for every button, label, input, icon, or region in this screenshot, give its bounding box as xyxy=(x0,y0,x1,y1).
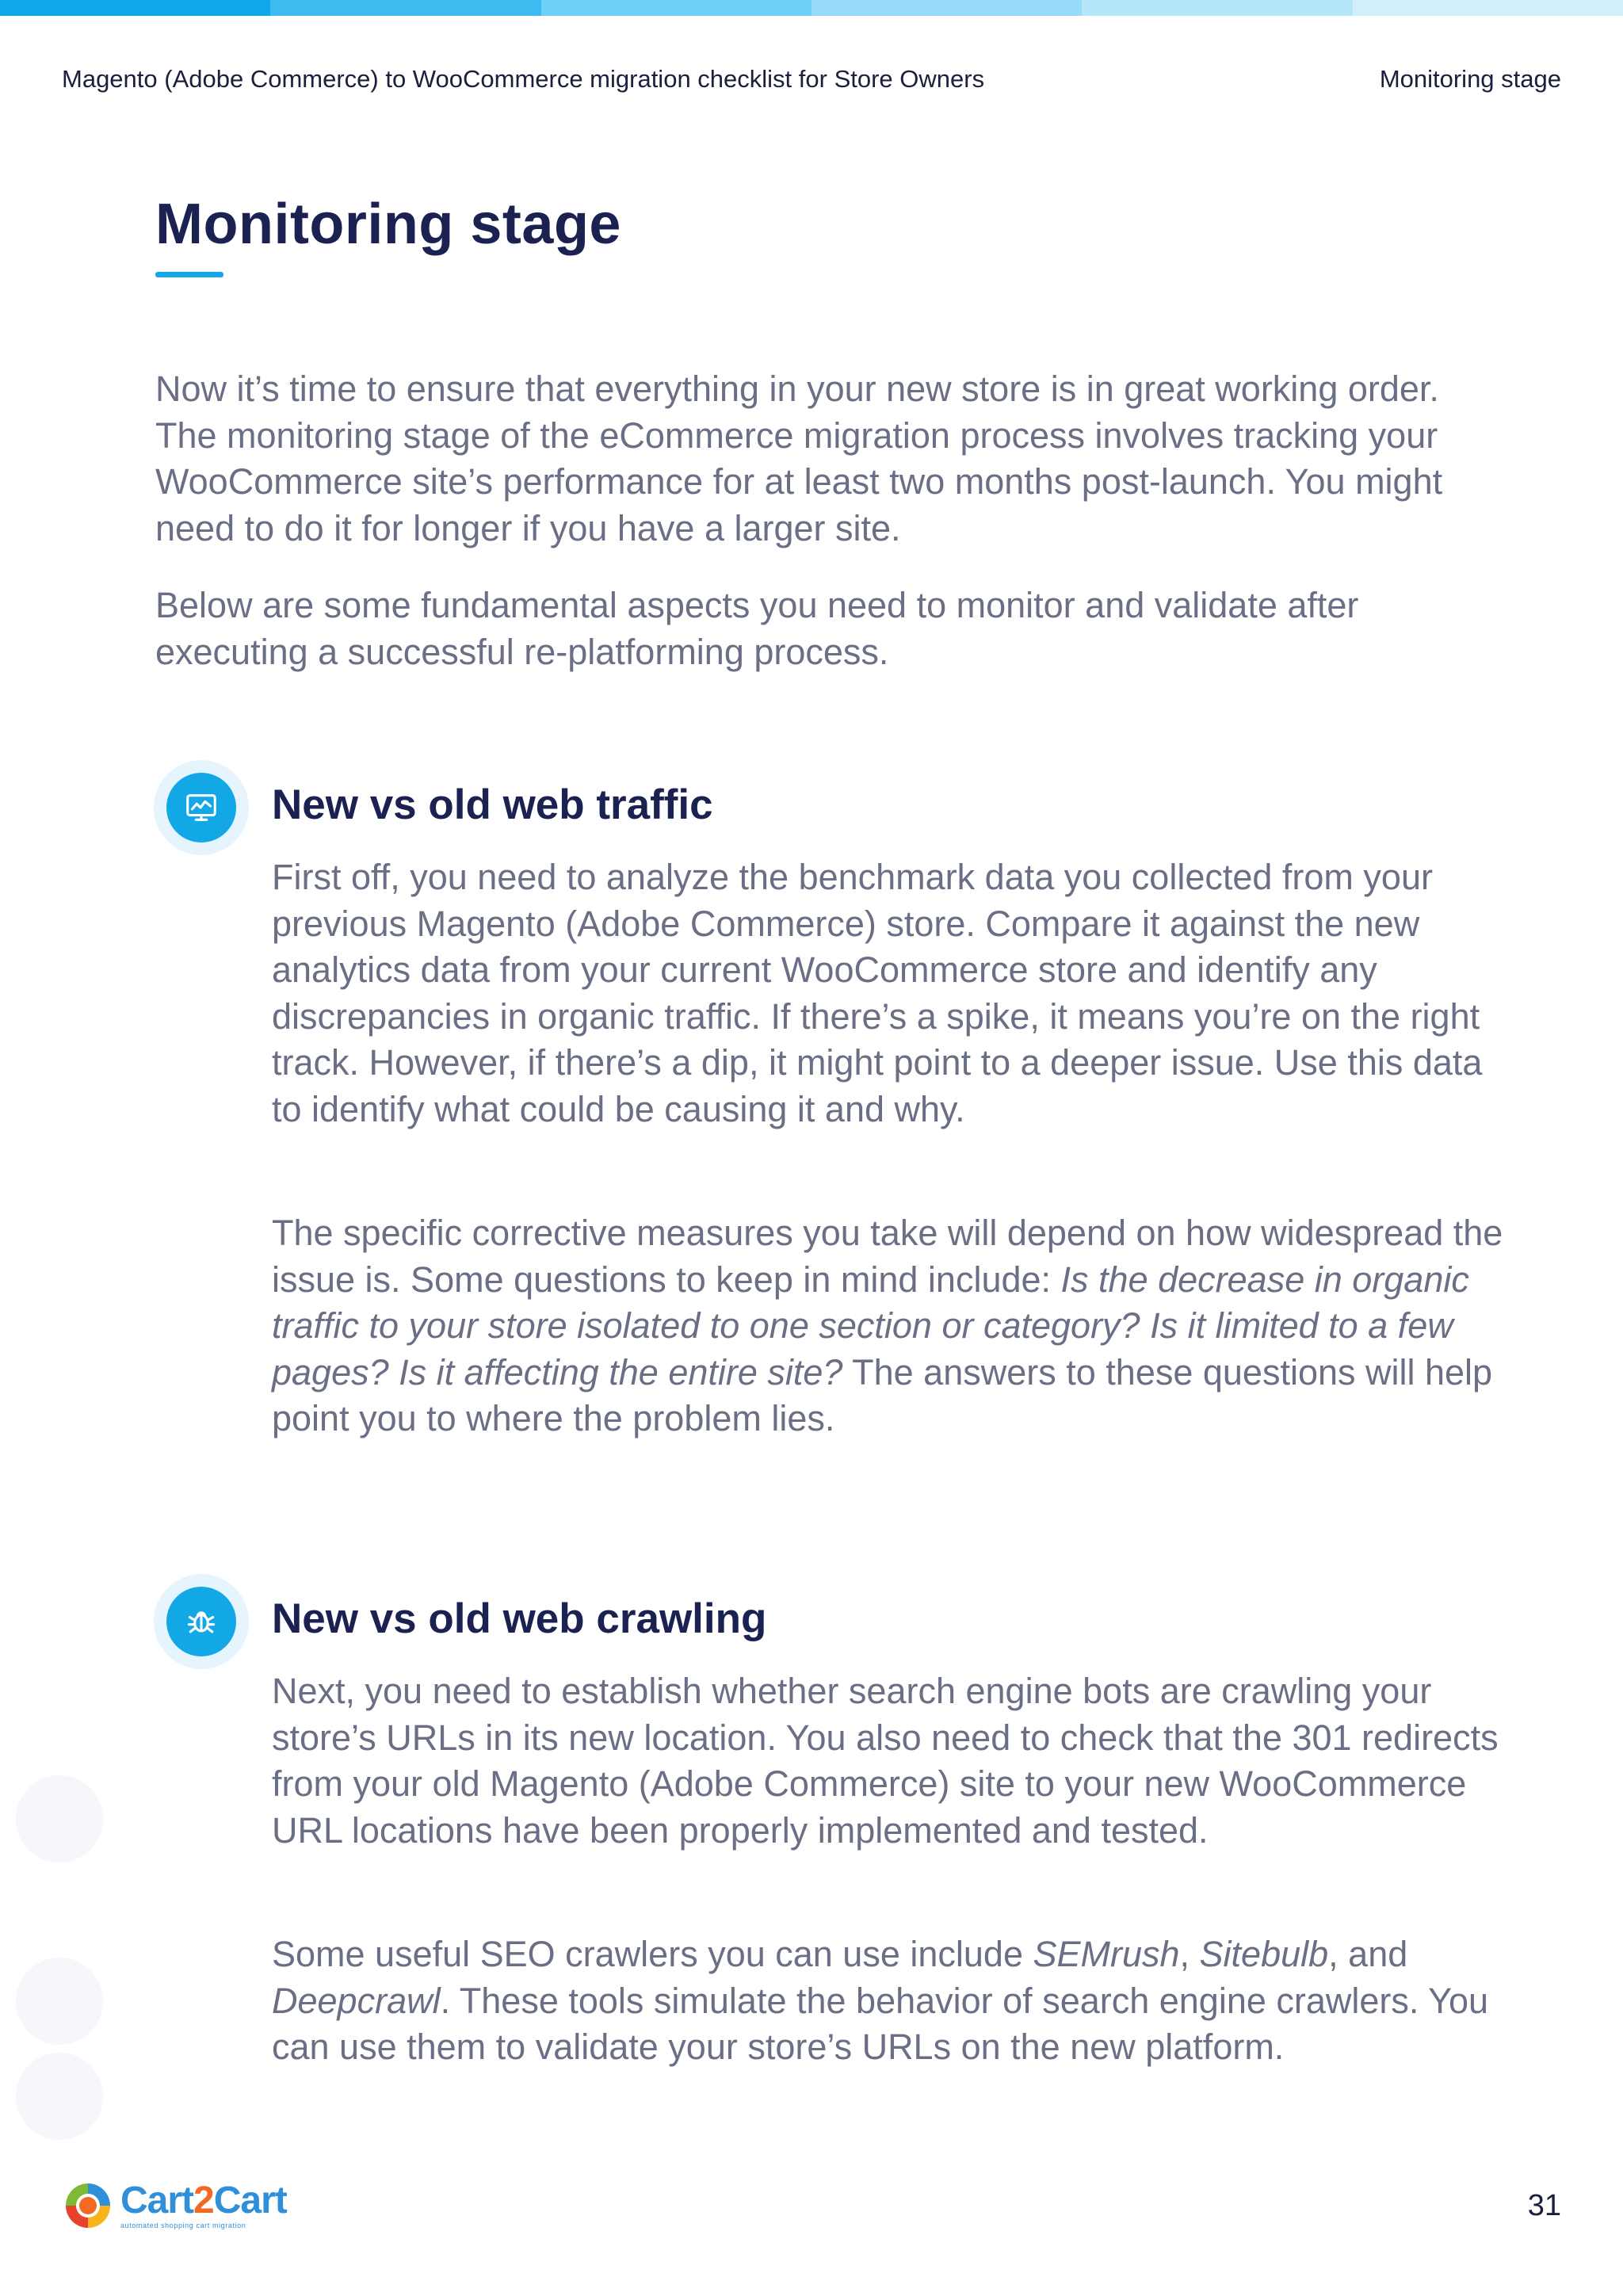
tool-separator: , xyxy=(1179,1934,1200,1974)
top-bar-segment xyxy=(0,0,270,16)
section-title-crawling: New vs old web crawling xyxy=(272,1595,767,1642)
traffic-paragraph-2 xyxy=(272,1210,1508,1442)
top-bar-segment xyxy=(541,0,812,16)
crawling-paragraph-2-lead: Some useful SEO crawlers you can use include xyxy=(272,1934,1033,1974)
tool-separator: , and xyxy=(1328,1934,1408,1974)
running-header-section: Monitoring stage xyxy=(1379,65,1561,93)
bug-crawler-icon xyxy=(184,1604,219,1639)
top-color-bar xyxy=(0,0,1623,16)
decorative-circle xyxy=(16,1775,103,1862)
intro-paragraph-2: Below are some fundamental aspects you need to monitor and validate after executing a successful re-platforming process. xyxy=(155,585,1359,672)
top-bar-segment xyxy=(270,0,540,16)
section-icon-crawling xyxy=(154,1574,249,1669)
traffic-paragraph-2-lead: The specific corrective measures you take will depend on how widespread the issue is. Some questions to keep in mind include: xyxy=(272,1213,1503,1300)
intro-paragraph-1: Now it’s time to ensure that everything in your new store is in great working order. The monitoring stage of the eCommerce migration process involves tracking your WooCommerce site’s performance for at least two months post-launch. You might need to do it for longer if you have a larger site. xyxy=(155,369,1443,548)
traffic-questions: Is the decrease in organic traffic to your store isolated to one section or category? Is it limited to a few pages? Is it affecting the entire site? xyxy=(272,1259,1469,1392)
crawling-paragraph-2 xyxy=(272,1931,1508,2071)
cart2cart-logo xyxy=(62,2179,287,2232)
top-bar-segment xyxy=(1353,0,1623,16)
tool-deepcrawl: Deepcrawl xyxy=(272,1980,441,2021)
tool-sitebulb: Sitebulb xyxy=(1199,1934,1329,1974)
page-number: 31 xyxy=(1527,2189,1561,2222)
section-title-traffic: New vs old web traffic xyxy=(272,781,713,828)
tool-semrush: SEMrush xyxy=(1033,1934,1180,1974)
running-header-title: Magento (Adobe Commerce) to WooCommerce migration checklist for Store Owners xyxy=(62,65,985,93)
crawling-paragraph-1: Next, you need to establish whether search engine bots are crawling your store’s URLs in its new location. You also need to check that the 301 redirects from your old Magento (Adobe Commerce) site to your new WooCommerce URL locations have been properly implemented and tested. xyxy=(272,1671,1499,1851)
top-bar-segment xyxy=(812,0,1082,16)
cart2cart-logo-icon xyxy=(62,2179,114,2232)
analytics-monitor-icon xyxy=(183,789,220,826)
section-icon-traffic xyxy=(154,760,249,855)
decorative-circle xyxy=(16,1958,103,2045)
traffic-paragraph-1: First off, you need to analyze the benchmark data you collected from your previous Magento (Adobe Commerce) store. Compare it against the new analytics data from your current WooCommerce store and identify any discrepancies in organic traffic. If there’s a spike, it means you’re on the right track. However, if there’s a dip, it might point to a deeper issue. Use this data to identify what could be causing it and why. xyxy=(272,857,1483,1129)
traffic-paragraph-2-tail: The answers to these questions will help point you to where the problem lies. xyxy=(272,1351,1493,1438)
logo-tagline: automated shopping cart migration xyxy=(120,2222,246,2229)
top-bar-segment xyxy=(1082,0,1352,16)
crawling-paragraph-2-tail: . These tools simulate the behavior of search engine crawlers. You can use them to validate your store’s URLs on the new platform. xyxy=(272,1980,1489,2067)
decorative-circle xyxy=(16,2053,103,2140)
page-title: Monitoring stage xyxy=(155,193,621,256)
logo-wordmark: Cart2Cart xyxy=(120,2179,287,2222)
title-underline xyxy=(155,272,223,277)
